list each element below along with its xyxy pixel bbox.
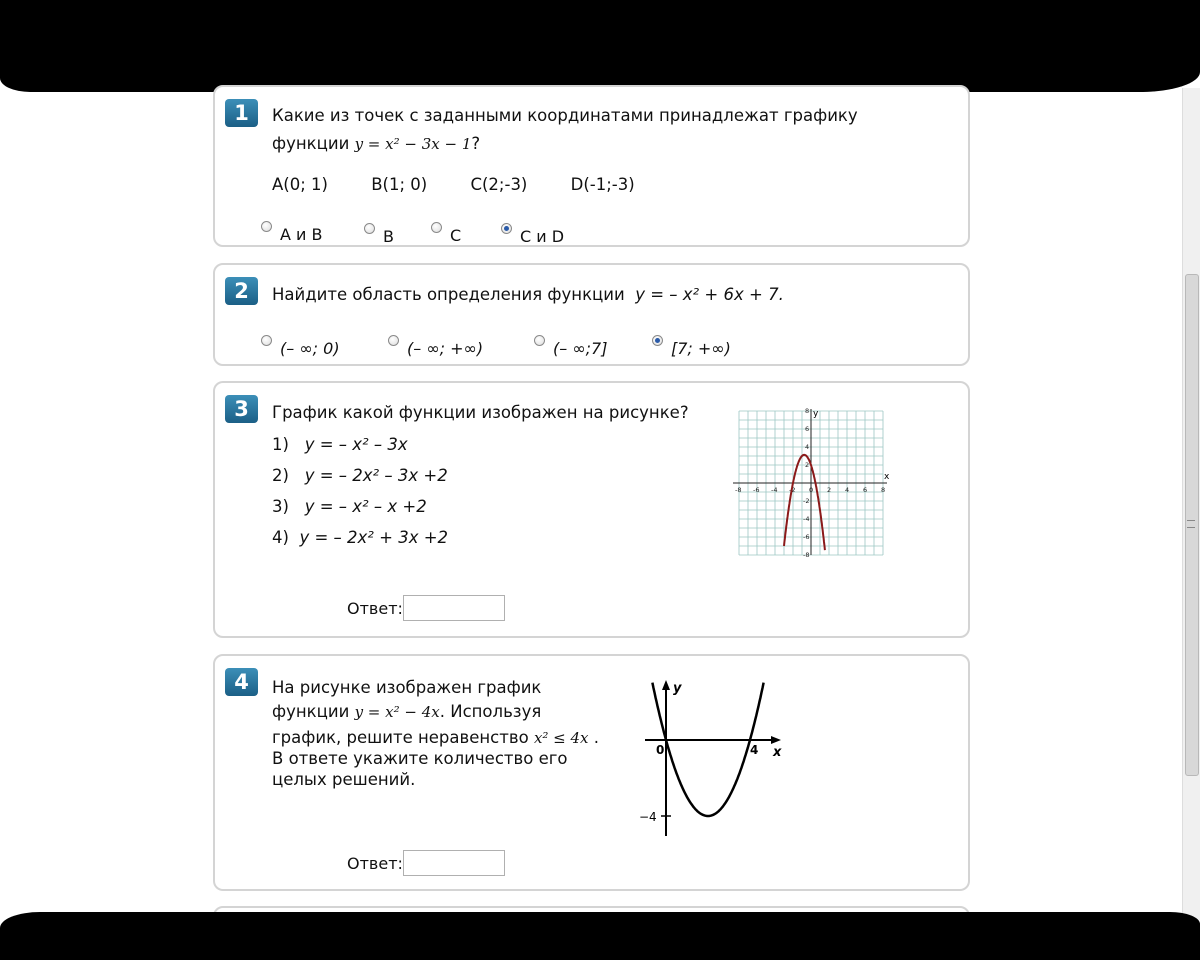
function-formula: y = x² − 3x − 1 — [354, 135, 472, 153]
radio-button-selected[interactable] — [652, 335, 663, 346]
choice-number: 3) — [272, 497, 289, 516]
origin-label: 0 — [656, 743, 665, 757]
question-card-2 — [213, 263, 970, 366]
x-tick-label: 8 — [881, 486, 886, 494]
y-tick-label: -4 — [803, 515, 810, 523]
option-label: (– ∞; 0) — [280, 339, 340, 358]
question-mark: ? — [471, 134, 481, 153]
question-text-line2 — [272, 132, 480, 156]
question-text-line1: На рисунке изображен график — [272, 678, 542, 697]
x-axis-label: x — [773, 745, 782, 760]
option-3[interactable] — [534, 339, 607, 358]
answer-input[interactable] — [403, 850, 505, 876]
choice-number: 4) — [272, 528, 289, 547]
vertical-scrollbar[interactable] — [1182, 88, 1200, 920]
redacted-bottom-bar — [0, 912, 1200, 960]
option-label: В — [383, 227, 394, 246]
radio-button[interactable] — [534, 335, 545, 346]
option-label: (– ∞;7] — [553, 339, 608, 358]
question-text-line2 — [272, 700, 541, 724]
option-label: [7; +∞) — [671, 339, 731, 358]
parabola-graph-q3 — [723, 407, 893, 563]
point-b: В(1; 0) — [371, 175, 428, 194]
choice-3 — [272, 495, 427, 519]
x-tick-labels — [735, 486, 885, 494]
points-list — [272, 173, 673, 197]
question-text-prefix: функции — [272, 702, 350, 721]
y-tick-label: 8 — [805, 407, 810, 415]
radio-button[interactable] — [388, 335, 399, 346]
parabola-graph-q4 — [635, 678, 795, 838]
y-tick-label: 2 — [805, 461, 810, 469]
option-1[interactable] — [261, 339, 340, 358]
y-axis-arrow — [662, 680, 670, 690]
y-axis-label: y — [673, 681, 682, 696]
choice-formula: y = – x² – 3x — [304, 435, 408, 454]
choice-formula: y = – 2x² + 3x +2 — [299, 528, 449, 547]
function-formula: y = x² − 4x — [354, 703, 440, 721]
radio-button[interactable] — [431, 222, 442, 233]
question-text-line1: Какие из точек с заданными координатами принадлежат графику — [272, 106, 858, 125]
option-c[interactable] — [431, 226, 461, 245]
x-tick-label: 0 — [809, 486, 814, 494]
x-axis-arrow — [771, 736, 781, 744]
option-label: С и D — [520, 227, 565, 246]
question-text-prefix: график, решите неравенство — [272, 728, 529, 747]
x-tick-label: -6 — [753, 486, 760, 494]
question-text — [272, 283, 784, 307]
x-tick-label: -2 — [789, 486, 796, 494]
inequality-formula: x² ≤ 4x — [533, 729, 589, 747]
choice-4 — [272, 526, 448, 550]
question-number-badge: 2 — [225, 277, 258, 305]
option-b[interactable] — [364, 227, 394, 246]
choice-2 — [272, 464, 448, 488]
radio-button[interactable] — [261, 335, 272, 346]
question-number-badge: 4 — [225, 668, 258, 696]
x-tick-label: -4 — [771, 486, 778, 494]
x-tick-label: 6 — [863, 486, 868, 494]
parabola-curve — [652, 683, 763, 816]
radio-button[interactable] — [261, 221, 272, 232]
x-tick-label: 4 — [845, 486, 850, 494]
x-tick-label: 2 — [827, 486, 832, 494]
question-text-suffix: . — [593, 728, 600, 747]
choice-formula: y = – 2x² – 3x +2 — [304, 466, 448, 485]
radio-button[interactable] — [364, 223, 375, 234]
option-4[interactable] — [652, 339, 731, 358]
x-tick-label: -8 — [735, 486, 742, 494]
question-card-4 — [213, 654, 970, 891]
redacted-top-bar — [0, 0, 1200, 92]
answer-label: Ответ: — [347, 599, 403, 618]
x-axis-label: x — [884, 472, 890, 482]
option-label: (– ∞; +∞) — [407, 339, 484, 358]
option-c-and-d[interactable] — [501, 227, 564, 246]
y-tick-label: -6 — [803, 533, 810, 541]
question-text-line4: В ответе укажите количество его — [272, 749, 568, 768]
question-text-main: Найдите область определения функции — [272, 285, 625, 304]
y-tick-label: -8 — [803, 551, 810, 559]
point-d: D(-1;-3) — [570, 175, 635, 194]
scrollbar-grip-icon — [1187, 520, 1195, 528]
question-text: График какой функции изображен на рисунке? — [272, 403, 689, 422]
option-a-and-b[interactable] — [261, 225, 323, 244]
choice-formula: y = – x² – x +2 — [304, 497, 427, 516]
y-tick-label: 4 — [805, 443, 810, 451]
question-number-badge: 1 — [225, 99, 258, 127]
axes — [733, 409, 887, 555]
question-text-prefix: функции — [272, 134, 350, 153]
radio-button-selected[interactable] — [501, 223, 512, 234]
choice-1 — [272, 433, 408, 457]
y-tick-label: 6 — [805, 425, 810, 433]
point-c: С(2;-3) — [470, 175, 528, 194]
y-axis-label: y — [813, 409, 819, 419]
option-2[interactable] — [388, 339, 483, 358]
answer-label: Ответ: — [347, 854, 403, 873]
y-tick-label: -2 — [803, 497, 810, 505]
choice-number: 1) — [272, 435, 289, 454]
option-label: С — [450, 226, 462, 245]
choice-number: 2) — [272, 466, 289, 485]
y-minus-four-label: −4 — [639, 810, 657, 824]
option-label: А и В — [280, 225, 323, 244]
question-card-1 — [213, 85, 970, 247]
answer-input[interactable] — [403, 595, 505, 621]
question-number-badge: 3 — [225, 395, 258, 423]
x-four-label: 4 — [750, 743, 759, 757]
question-text-suffix: . Используя — [439, 702, 542, 721]
function-formula: y = – x² + 6x + 7. — [635, 285, 784, 304]
question-text-line5: целых решений. — [272, 770, 416, 789]
point-a: А(0; 1) — [272, 175, 328, 194]
question-card-3 — [213, 381, 970, 638]
